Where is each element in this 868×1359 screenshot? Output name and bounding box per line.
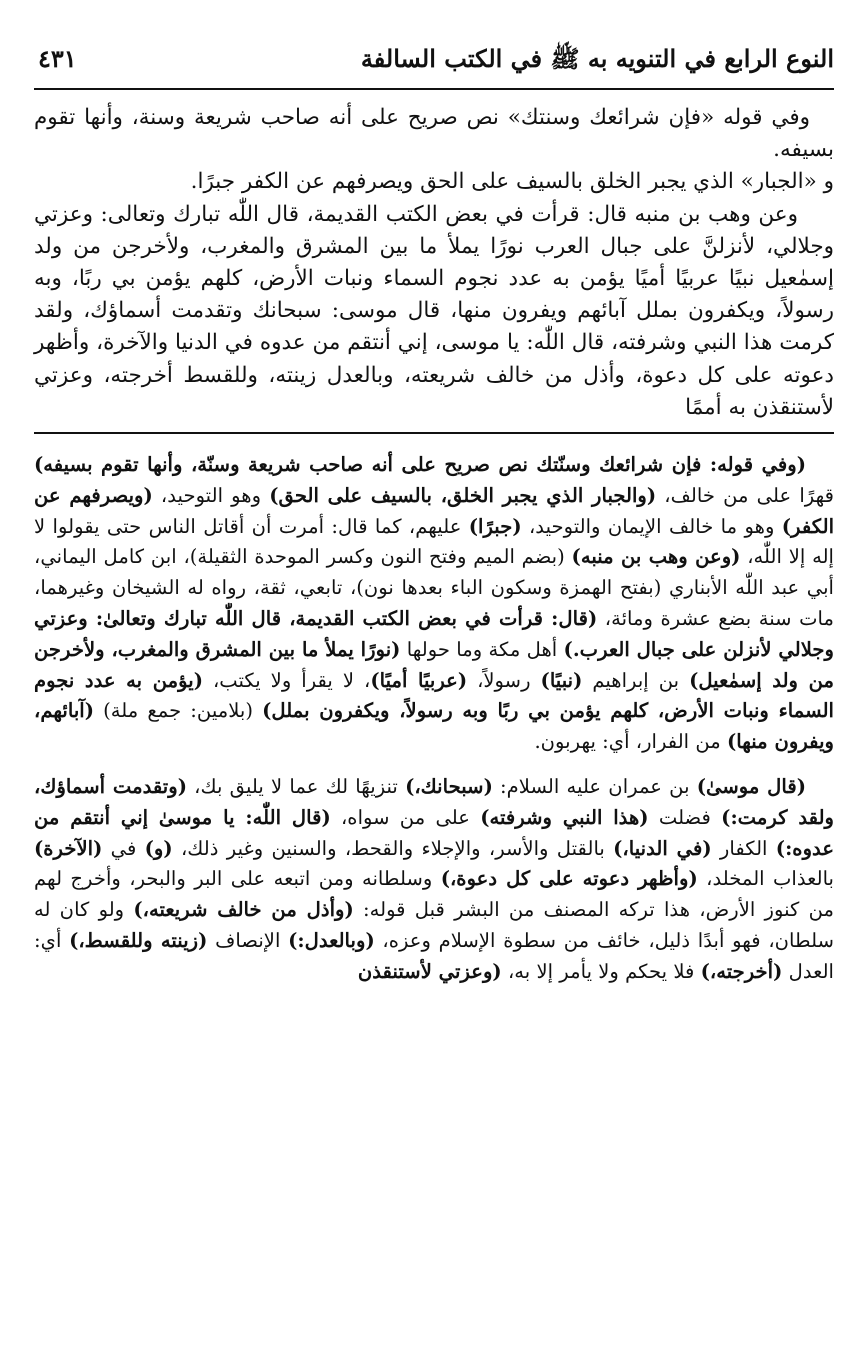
commentary-gloss: عليهم، كما قال: أمرت أن أقاتل الناس حتى يقولوا لا إله إلا اللّٰه، [34,514,834,569]
commentary-gloss: ولو كان له سلطان، فهو أبدًا ذليل، خائف من سطوة الإسلام وعزه، [34,898,834,952]
quoted-main-text: (آبائهم، ويفرون منها) [34,699,834,754]
running-header [34,40,834,90]
commentary-gloss: أي: العدل [34,928,834,983]
page-number: ٤٣١ [38,44,77,73]
commentary-gloss: من الفرار، أي: يهربون. [534,730,727,754]
quoted-main-text: (يؤمن به عدد نجوم السماء ونبات الأرض، كلهم يؤمن بي ربًا وبه رسولاً، ويكفرون بملل) [34,668,834,723]
quoted-main-text: (سبحانك،) [405,775,493,798]
commentary-gloss: بالعذاب المخلد، [697,867,834,891]
quoted-main-text: (جبرًا) [468,514,522,538]
quoted-main-text: (ويصرفهم عن الكفر) [34,483,835,538]
quoted-main-text: (أخرجته،) [700,959,783,983]
quoted-main-text: (وبالعدل:) [288,928,375,952]
quoted-main-text: (وعزتي لأستنقذن [357,959,502,983]
commentary-gloss: (بلامين: جمع ملة) [94,699,263,723]
commentary-divider [34,432,834,434]
commentary-gloss: بن إبراهيم [582,668,690,692]
commentary-gloss: قهرًا على من خالف، [656,483,834,507]
commentary-gloss: أهل مكة وما حولها [400,637,564,661]
commentary-gloss: رسولاً، [467,668,541,692]
quoted-main-text: (قال اللّٰه: يا موسىٰ إني أنتقم من عدوه:) [34,805,835,860]
commentary-gloss: بالقتل والأسر، والإجلاء والقحط، والسنين وغير ذلك، [172,836,614,860]
commentary-gloss: على من سواه، [330,805,481,829]
quoted-main-text: (وتقدمت أسماؤك، ولقد كرمت:) [34,775,835,829]
quoted-main-text: (و) [144,836,173,860]
quoted-main-text: (الآخرة) [34,836,103,860]
quoted-main-text: (هذا النبي وشرفته) [480,805,649,829]
quoted-main-text: (وأذل من خالف شريعته،) [133,898,354,922]
commentary-gloss: فضلت [648,805,722,829]
main-text-paragraph: وفي قوله «فإن شرائعك وسنتك» نص صريح على أنه صاحب شريعة وسنة، وأنها تقوم بسيفه. [34,105,834,163]
commentary-paragraph [34,772,834,988]
commentary-gloss: تنزيهًا لك عما لا يليق بك، [187,775,406,798]
commentary-gloss: بن عمران عليه السلام: [492,775,697,798]
quoted-main-text: (وأظهر دعوته على كل دعوة،) [440,867,698,891]
commentary-gloss: ، لا يقرأ ولا يكتب، [202,668,371,692]
quoted-main-text: (في الدنيا،) [613,836,712,860]
main-text-paragraph: وعن وهب بن منبه قال: قرأت في بعض الكتب القديمة، قال اللّٰه تبارك وتعالى: وعزتي وجلالي، لأنزلنَّ على جبال العرب نورًا يملأ ما بين المشرق والمغرب، ولأخرجن من ولد إسمٰعيل نبيًا عربيًا أميًا يؤمن به عدد نجوم السماء ونبات الأرض، كلهم يؤمن بي ربًا، وبه رسولاً، ويكفرون بملل آبائهم ويفرون منها، قال موسى: سبحانك وتقدمت أسماؤك، ولقد كرمت هذا النبي وشرفته، قال اللّٰه: يا موسى، إني أنتقم من عدوه في الدنيا والآخرة، وأظهر دعوته على كل دعوة، وأذل من خالف شريعته، وبالعدل زينته، وللقسط أخرجته، وعزتي لأستنقذن به أممًا [34,201,834,420]
quoted-main-text: (عربيًا أميًا) [370,668,468,692]
commentary-gloss: (بضم الميم وفتح النون وكسر الموحدة الثقيلة)، ابن كامل اليماني، أبي عبد اللّٰه الأبناري (بفتح الهمزة وسكون الباء بعدها نون)، تابعي، ثقة، رواه له الشيخان وغيرهما، مات سنة بضع عشرة ومائة، [34,545,835,631]
commentary-gloss: الكفار [711,836,776,860]
quoted-main-text: (والجبار الذي يجبر الخلق، بالسيف على الحق) [269,483,657,507]
commentary-gloss: وهو التوحيد، [152,483,270,507]
quoted-main-text: (قال موسىٰ) [696,775,806,798]
quoted-main-text: (نبيًا) [540,668,583,692]
commentary-text [34,450,834,988]
commentary-gloss: وسلطانه ومن اتبعه على البر والبحر، وأخرج لهم من كنوز الأرض، هذا تركه المصنف من البشر قبل قوله: [34,867,834,922]
quoted-main-text: (زينته وللقسط،) [69,928,208,952]
main-text-paragraph: و «الجبار» الذي يجبر الخلق بالسيف على الحق ويصرفهم عن الكفر جبرًا. [190,169,834,195]
commentary-gloss: وهو ما خالف الإيمان والتوحيد، [521,514,782,538]
main-text [34,102,834,424]
commentary-gloss: فلا يحكم ولا يأمر إلا به، [501,959,701,983]
commentary-paragraph [34,450,834,758]
quoted-main-text: (قال: قرأت في بعض الكتب القديمة، قال اللّٰه تبارك وتعالىٰ: وعزتي وجلالي لأنزلن على جبال العرب.) [34,607,834,661]
quoted-main-text: (وفي قوله: فإن شرائعك وسنّتك نص صريح على أنه صاحب شريعة وسنّة، وأنها تقوم بسيفه) [34,453,806,477]
commentary-gloss: الإنصاف [207,928,289,952]
commentary-gloss: في [102,836,145,860]
quoted-main-text: (نورًا يملأ ما بين المشرق والمغرب، ولأخرجن من ولد إسمٰعيل) [34,637,834,692]
running-title: النوع الرابع في التنويه به ﷺ في الكتب السالفة [360,44,834,73]
book-page [34,40,834,1340]
quoted-main-text: (وعن وهب بن منبه) [571,545,741,569]
